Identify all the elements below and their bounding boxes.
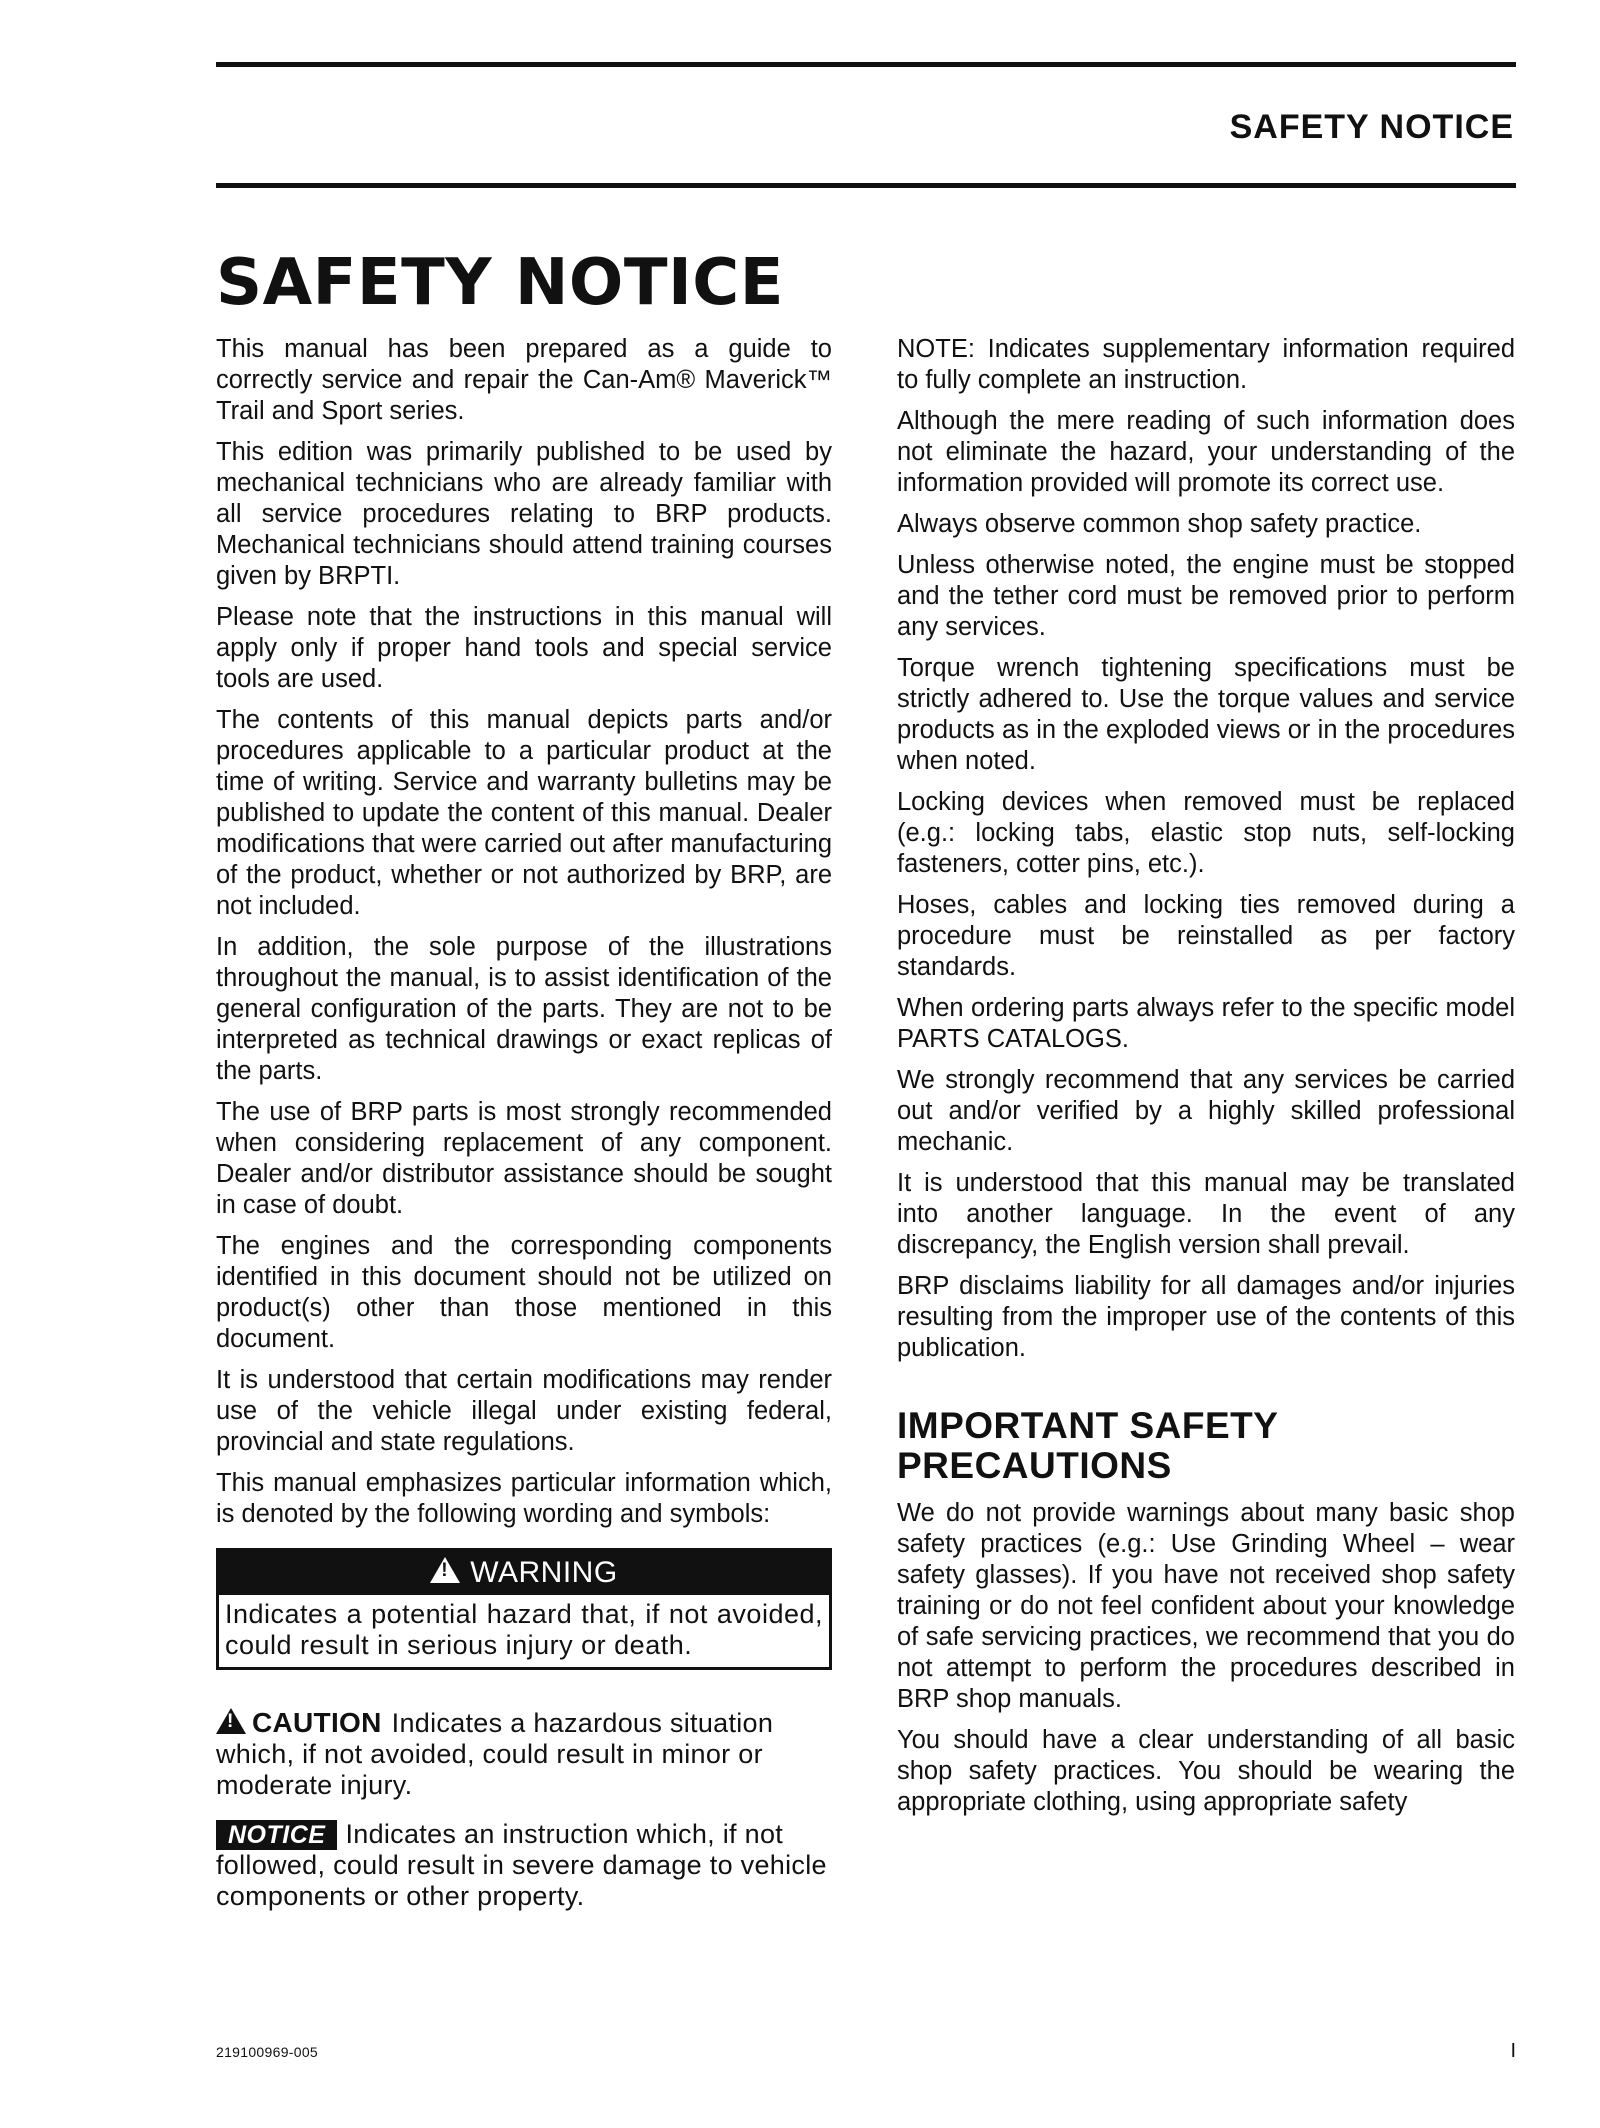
paragraph: We strongly recommend that any services be carried out and/or verified by a highly skilled professional mechanic. xyxy=(897,1066,1515,1156)
notice-badge: NOTICE xyxy=(216,1820,337,1850)
left-column xyxy=(216,334,832,1930)
section-heading-line-1: IMPORTANT SAFETY xyxy=(897,1405,1279,1446)
paragraph: Although the mere reading of such information does not eliminate the hazard, your understanding of the information provided will promote its correct use. xyxy=(897,407,1515,497)
header-rule-bottom xyxy=(216,183,1516,188)
running-header: SAFETY NOTICE xyxy=(1229,108,1514,146)
caution-label: CAUTION xyxy=(252,1707,382,1738)
paragraph: Unless otherwise noted, the engine must be stopped and the tether cord must be removed prior to perform any services. xyxy=(897,551,1515,641)
paragraph: It is understood that this manual may be translated into another language. In the event of any discrepancy, the English version shall prevail. xyxy=(897,1169,1515,1259)
paragraph: You should have a clear understanding of all basic shop safety practices. You should be wearing the appropriate clothing, using appropriate safety xyxy=(897,1726,1515,1816)
header-rule-top xyxy=(216,62,1516,67)
caution-text: Indicates a hazardous situation which, if not avoided, could result in minor or moderate injury. xyxy=(216,1708,774,1800)
paragraph: Locking devices when removed must be replaced (e.g.: locking tabs, elastic stop nuts, self-locking fasteners, cotter pins, etc.). xyxy=(897,788,1515,878)
warning-triangle-icon xyxy=(430,1557,460,1583)
section-heading xyxy=(897,1406,1515,1486)
document-code: 219100969-005 xyxy=(216,2044,318,2060)
page-title: SAFETY NOTICE xyxy=(216,246,784,320)
paragraph: This manual has been prepared as a guide to correctly service and repair the Can-Am® Maverick™ Trail and Sport series. xyxy=(216,335,832,425)
warning-label: WARNING xyxy=(470,1556,618,1589)
paragraph: It is understood that certain modifications may render use of the vehicle illegal under existing federal, provincial and state regulations. xyxy=(216,1366,832,1456)
right-column xyxy=(897,334,1515,1828)
paragraph: Always observe common shop safety practice. xyxy=(897,510,1422,538)
paragraph: This edition was primarily published to be used by mechanical technicians who are already familiar with all service procedures relating to BRP products. Mechanical technicians should attend training courses given by BRPTI. xyxy=(216,438,832,590)
section-heading-line-2: PRECAUTIONS xyxy=(897,1445,1172,1486)
paragraph: When ordering parts always refer to the specific model PARTS CATALOGS. xyxy=(897,994,1515,1053)
paragraph: In addition, the sole purpose of the illustrations throughout the manual, is to assist identification of the general configuration of the parts. They are not to be interpreted as technical drawings or exact replicas of the parts. xyxy=(216,933,832,1085)
paragraph: The engines and the corresponding components identified in this document should not be utilized on product(s) other than those mentioned in this document. xyxy=(216,1232,832,1353)
warning-box xyxy=(216,1548,832,1670)
caution-block xyxy=(216,1706,832,1801)
note-label: NOTE: xyxy=(897,335,975,363)
warning-text: Indicates a potential hazard that, if not avoided, could result in serious injury or death. xyxy=(225,1599,823,1660)
paragraph: Hoses, cables and locking ties removed during a procedure must be reinstalled as per factory standards. xyxy=(897,891,1515,981)
paragraph: Torque wrench tightening specifications must be strictly adhered to. Use the torque values and service products as in the exploded views or in the procedures when noted. xyxy=(897,654,1515,775)
page-number: I xyxy=(1510,2040,1516,2062)
paragraph: BRP disclaims liability for all damages and/or injuries resulting from the improper use of the contents of this publication. xyxy=(897,1272,1515,1362)
paragraph: Please note that the instructions in this manual will apply only if proper hand tools and special service tools are used. xyxy=(216,603,832,693)
warning-header xyxy=(219,1551,829,1595)
note-text: Indicates supplementary information required to fully complete an instruction. xyxy=(897,335,1515,394)
caution-triangle-icon xyxy=(216,1708,246,1734)
notice-text: Indicates an instruction which, if not followed, could result in severe damage to vehicle components or other property. xyxy=(216,1819,827,1911)
notice-block xyxy=(216,1819,832,1912)
paragraph: We do not provide warnings about many basic shop safety practices (e.g.: Use Grinding Wheel – wear safety glasses). If you have not received shop safety training or do not feel confident about your knowledge of safe servicing practices, we recommend that you do not attempt to perform the procedures described in BRP shop manuals. xyxy=(897,1499,1515,1713)
paragraph: The contents of this manual depicts parts and/or procedures applicable to a particular product at the time of writing. Service and warranty bulletins may be published to update the content of this manual. Dealer modifications that were carried out after manufacturing of the product, whether or not authorized by BRP, are not included. xyxy=(216,706,832,920)
paragraph: The use of BRP parts is most strongly recommended when considering replacement of any component. Dealer and/or distributor assistance should be sought in case of doubt. xyxy=(216,1098,832,1219)
note-paragraph xyxy=(897,334,1515,396)
paragraph: This manual emphasizes particular information which, is denoted by the following wording and symbols: xyxy=(216,1469,832,1528)
